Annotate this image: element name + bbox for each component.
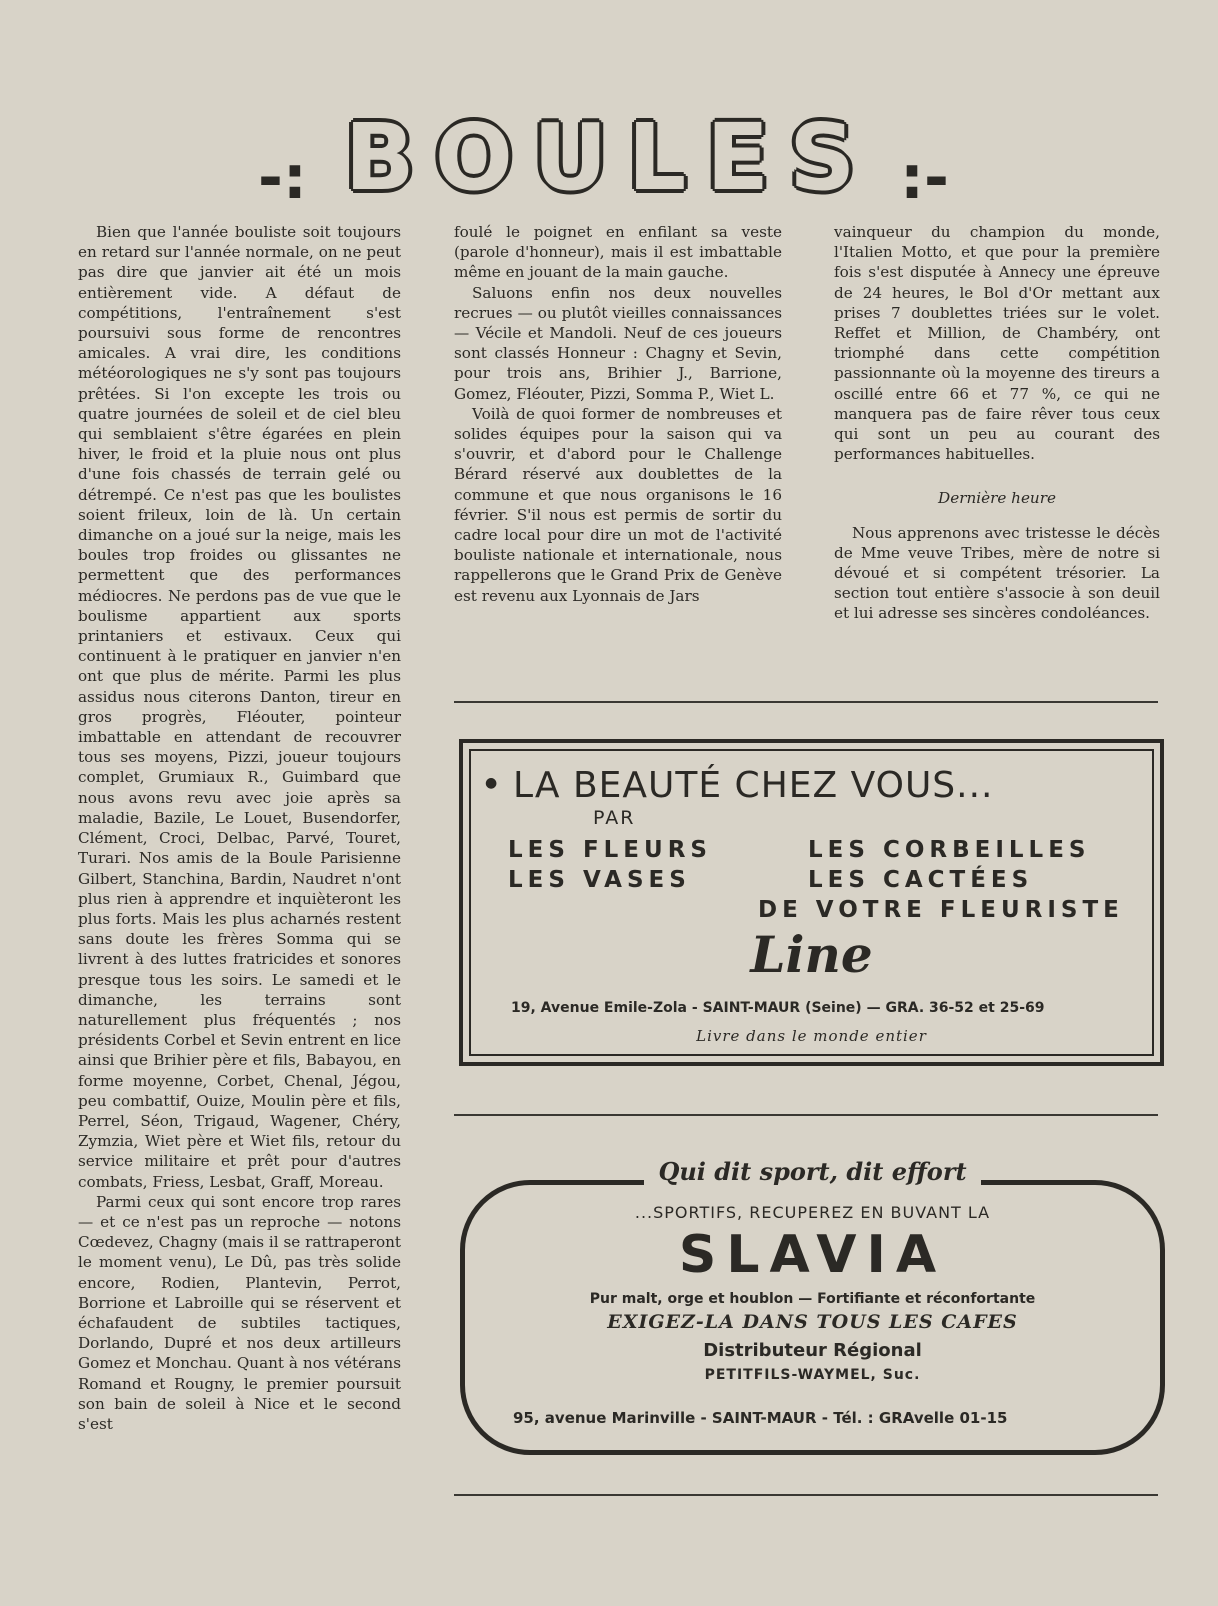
florist-advertisement — [459, 739, 1164, 1066]
title-right-ornament: :- — [900, 143, 949, 213]
col2-paragraph-3: Voilà de quoi former de nombreuses et solides équipes pour la saison qui va s'ouvrir, et d'abord pour le Challenge Bérard réservé aux doublettes de la commune et que nous organisons le 16 février. S'il nous est permis de sortir du cadre local pour dire un mot de l'activité bouliste nationale et internationale, nous rappellerons que le Grand Prix de Genève est revenu aux Lyonnais de Jars — [454, 404, 782, 605]
col3-paragraph-2: Nous apprenons avec tristesse le décès de Mme veuve Tribes, mère de notre si dévoué et si compétent trésorier. La section tout entière s'associe à son deuil et lui adresse ses sincères condoléances. — [834, 523, 1160, 623]
ad-line-2: Pur malt, orge et houblon — Fortifiante et réconfortante — [589, 1291, 1036, 1307]
ad-item-vases: LES VASES — [508, 867, 691, 893]
ad-headline: LA BEAUTÉ CHEZ VOUS... — [513, 765, 994, 806]
col3-paragraph-1: vainqueur du champion du monde, l'Italien Motto, et que pour la première fois s'est disputée à Annecy une épreuve de 24 heures, le Bol d'Or mettant aux prises 7 doublettes triées sur le volet. Reffet et Million, de Chambéry, ont triomphé dans cette compétition passionnante où la moyenne des tireurs a oscillé entre 66 et 77 %, ce qui ne manquera pas de faire rêver tous ceux qui sont un peu au courant des performances habituelles. — [834, 223, 1160, 464]
col2-paragraph-1: foulé le poignet en enfilant sa veste (parole d'honneur), mais il est imbattable même en jouant de la main gauche. — [454, 223, 782, 282]
col3-subheading: Dernière heure — [938, 489, 1056, 508]
divider-rule-bottom — [454, 1494, 1158, 1496]
article-column-2 — [454, 222, 782, 606]
ad-brand: SLAVIA — [678, 1225, 947, 1285]
ad-line-3: EXIGEZ-LA DANS TOUS LES CAFES — [607, 1311, 1018, 1333]
col2-paragraph-2: Saluons enfin nos deux nouvelles recrues — ou plutôt vieilles connaissances — Vécile et Mandoli. Neuf de ces joueurs sont classés Honneur : Chagny et Sevin, pour trois ans, Brihier J., Barrione, Gomez, Fléouter, Pizzi, Somma P., Wiet L. — [454, 283, 782, 403]
ad-par: PAR — [593, 807, 636, 829]
ad-item-corbeilles: LES CORBEILLES — [808, 837, 1091, 863]
ad-item-cactees: LES CACTÉES — [808, 867, 1034, 893]
ad-line-4: Distributeur Régional — [703, 1340, 922, 1361]
ad-item-fleurs: LES FLEURS — [508, 837, 712, 863]
divider-rule-top — [454, 701, 1158, 703]
ad-address: 19, Avenue Emile-Zola - SAINT-MAUR (Seine) — GRA. 36-52 et 25-69 — [511, 1000, 1045, 1016]
page-title: BOULES — [344, 104, 876, 211]
slavia-advertisement — [460, 1157, 1165, 1455]
article-column-3 — [834, 222, 1160, 624]
title-left-ornament: -: — [258, 143, 307, 213]
ad-item-fleuriste: DE VOTRE FLEURISTE — [758, 897, 1124, 923]
col1-paragraph-1: Bien que l'année bouliste soit toujours en retard sur l'année normale, on ne peut pas dire que janvier ait été un mois entièrement vide. A défaut de compétitions, l'entraînement s'est poursuivi sous forme de rencontres amicales. A vrai dire, les conditions météorologiques ne s'y sont pas toujours prêtées. Si l'on excepte les trois ou quatre journées de soleil et de ciel bleu qui semblaient s'être égarées en plein hiver, le froid et la pluie nous ont plus d'une fois chassés de terrain gelé ou détrempé. Ce n'est pas que les boulistes soient frileux, loin de là. Un certain dimanche on a joué sur la neige, mais les boules trop froides ou glissantes ne permettent que des performances médiocres. Ne perdons pas de vue que le boulisme appartient aux sports printaniers et estivaux. Ceux qui continuent à le pratiquer en janvier n'en ont que plus de mérite. Parmi les plus assidus nous citerons Danton, tireur en gros progrès, Fléouter, pointeur imbattable en attendant de recouvrer tous ses moyens, Pizzi, joueur toujours complet, Grumiaux R., Guimbard que nous avons revu avec joie après sa maladie, Bazile, Le Louet, Busendorfer, Clément, Croci, Delbac, Parvé, Touret, Turari. Nos amis de la Boule Parisienne Gilbert, Stanchina, Bardin, Naudret n'ont plus rien à apprendre et inquièteront les plus forts. Mais les plus acharnés restent sans doute les frères Somma qui se livrent à des luttes fratricides et sonores presque tous les soirs. Le samedi et le dimanche, les terrains sont naturellement plus fréquentés ; nos présidents Corbel et Sevin entrent en lice ainsi que Brihier père et fils, Babayou, en forme moyenne, Corbet, Chenal, Jégou, peu combattif, Ouize, Moulin père et fils, Perrel, Séon, Trigaud, Wagener, Chéry, Zymzia, Wiet père et Wiet fils, retour du service militaire et prêt pour d'autres combats, Friess, Lesbat, Graff, Moreau. — [78, 223, 401, 1191]
ad-brand: Line — [750, 925, 873, 984]
ad-tagline-wrap — [465, 1157, 1160, 1186]
ad-line-1: ...SPORTIFS, RECUPEREZ EN BUVANT LA — [634, 1203, 991, 1222]
divider-rule-middle — [454, 1114, 1158, 1116]
bullet-icon: ● — [485, 775, 498, 791]
article-column-1 — [78, 222, 401, 1434]
ad-tagline: Qui dit sport, dit effort — [644, 1157, 980, 1186]
col1-paragraph-2: Parmi ceux qui sont encore trop rares — et ce n'est pas un reproche — notons Cœdevez, Chagny (mais il se rattraperont le moment venu), Le Dû, pas très solide encore, Rodien, Plantevin, Perrot, Borrione et Labroille qui se réservent et échafaudent de subtiles tactiques, Dorlando, Dupré et nos deux artilleurs Gomez et Monchau. Quant à nos vétérans Romand et Rougny, le premier poursuit son bain de soleil à Nice et le second s'est — [78, 1192, 401, 1433]
ad-address: 95, avenue Marinville - SAINT-MAUR - Tél. : GRAvelle 01-15 — [513, 1409, 1008, 1427]
ad-line-5: PETITFILS-WAYMEL, Suc. — [704, 1367, 921, 1383]
ad-delivery: Livre dans le monde entier — [696, 1027, 927, 1045]
